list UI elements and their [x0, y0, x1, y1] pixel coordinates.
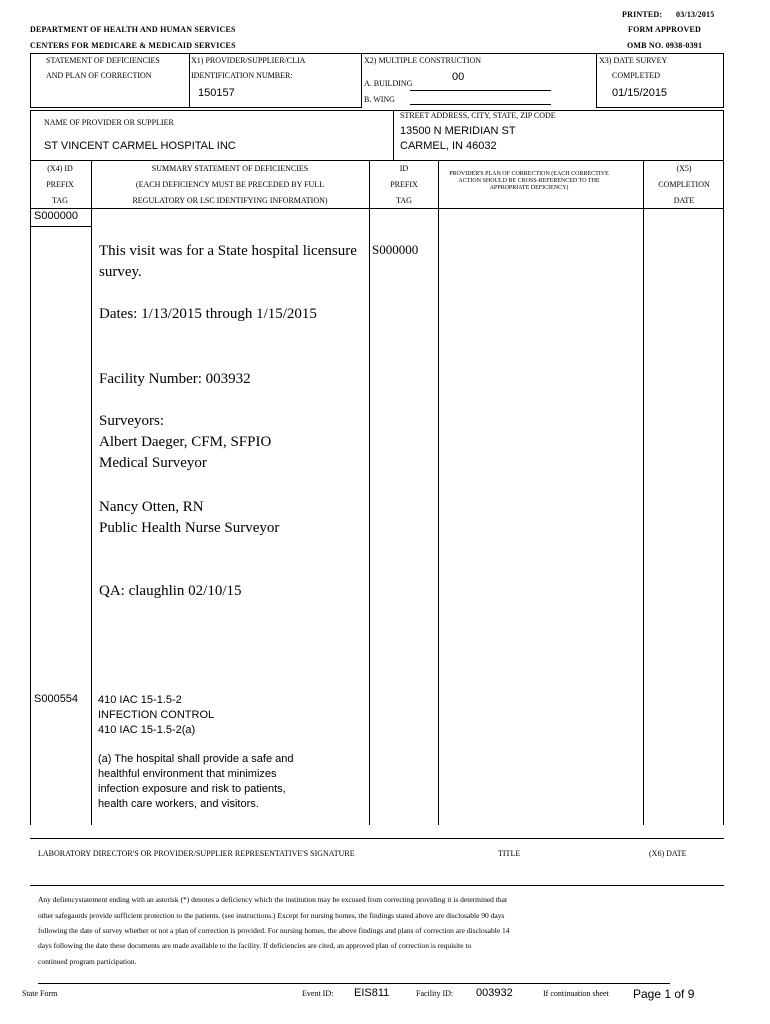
x4-label-3: TAG [52, 196, 68, 205]
rule-provider-right [723, 110, 724, 160]
wing-label: B. WING [364, 95, 395, 104]
rule-tag-underline [30, 226, 91, 227]
rule-columns-top [30, 160, 724, 161]
rule-v3 [596, 53, 597, 108]
provider-name-value: ST VINCENT CARMEL HOSPITAL INC [44, 140, 236, 152]
x2-label: X2) MULTIPLE CONSTRUCTION [364, 56, 482, 65]
director-signature-label: LABORATORY DIRECTOR'S OR PROVIDER/SUPPLIER REPRESENTATIVE'S SIGNATURE [38, 849, 355, 858]
event-id-value: EIS811 [354, 987, 390, 999]
rule-v1 [189, 53, 190, 108]
centers-title: CENTERS FOR MEDICARE & MEDICAID SERVICES [30, 41, 236, 50]
rule-col-1 [91, 160, 92, 825]
rule-left-top [30, 53, 31, 108]
provider-name-label: NAME OF PROVIDER OR SUPPLIER [44, 118, 174, 127]
rule-columns-bottom [30, 208, 724, 209]
signature-title-label: TITLE [498, 849, 521, 858]
regulation-line-2: INFECTION CONTROL [98, 709, 215, 721]
id-label-1: ID [399, 164, 409, 173]
footnote-line-5: continued program participation. [38, 957, 137, 966]
department-title: DEPARTMENT OF HEALTH AND HUMAN SERVICES [30, 25, 236, 34]
rule-right-top [723, 53, 724, 108]
footnote-line-3: following the date of survey whether or not a plan of correction is provided. For nursing homes, the above findings and plans of correction are disclosable 14 [38, 926, 510, 935]
id-label-2: PREFIX [390, 180, 418, 189]
x4-label-2: PREFIX [46, 180, 74, 189]
continuation-label: If continuation sheet [543, 989, 609, 998]
street-label: STREET ADDRESS, CITY, STATE, ZIP CODE [400, 111, 556, 120]
provider-id-value: 150157 [198, 87, 235, 99]
surveyors-label: Surveyors: [99, 413, 164, 429]
building-label: A. BUILDING [364, 79, 413, 88]
rule-provider-mid [393, 110, 394, 160]
facility-id-value: 003932 [476, 987, 513, 999]
rule-col-right [723, 160, 724, 825]
rule-col-3 [438, 160, 439, 825]
paragraph-dates: Dates: 1/13/2015 through 1/15/2015 [99, 306, 317, 322]
paragraph-qa: QA: claughlin 02/10/15 [99, 583, 242, 599]
summary-label-3: REGULATORY OR LSC IDENTIFYING INFORMATION) [132, 196, 328, 205]
signature-date-label: (X6) DATE [649, 849, 687, 858]
footnote-line-2: other safegaurds provide sufficient protection to the patients. (see instructions.) Except for nursing homes, the findings stated above are disclosable 90 days [38, 911, 505, 920]
rule-provider-left [30, 110, 31, 160]
surveyor-1-title: Medical Surveyor [99, 455, 207, 471]
rule-box-bottom-left [30, 107, 362, 108]
x3-label-2: COMPLETED [612, 71, 660, 80]
rule-col-4 [643, 160, 644, 825]
paragraph-visit: This visit was for a State hospital licensure survey. [99, 243, 357, 280]
street-line-2: CARMEL, IN 46032 [400, 140, 497, 152]
statement-label-1: STATEMENT OF DEFICIENCIES [46, 56, 160, 65]
surveyor-2-title: Public Health Nurse Surveyor [99, 520, 280, 536]
x4-label-1: (X4) ID [47, 164, 73, 173]
building-value: 00 [452, 71, 465, 83]
summary-label-1: SUMMARY STATEMENT OF DEFICIENCIES [151, 164, 309, 173]
rule-top [30, 53, 724, 54]
tag-prefix-1-right: S000000 [372, 242, 419, 257]
footnote-line-1: Any defiencystatement ending with an asterisk (*) denotes a deficiency which the institution may be excused from correcting providing it is determined that [38, 895, 508, 904]
x5-label-2: COMPLETION [658, 180, 710, 189]
plan-of-correction-label: PROVIDER'S PLAN OF CORRECTION (EACH CORRECTIVE ACTION SHOULD BE CROSS-REFERENCED TO THE APPROPRIATE DEFICIENCY) [449, 171, 609, 191]
regulation-line-1: 410 IAC 15-1.5-2 [98, 694, 182, 706]
wing-underline [410, 104, 551, 105]
summary-label-2: (EACH DEFICIENCY MUST BE PRECEDED BY FULL [135, 180, 325, 189]
event-id-label: Event ID: [302, 989, 334, 998]
x3-label-1: X3) DATE SURVEY [599, 56, 668, 65]
omb-number: OMB NO. 0938-0391 [627, 41, 703, 50]
footnote-line-4: days following the date these documents are made available to the facility. If deficiencies are cited, an approved plan of correction is requisite to [38, 941, 472, 950]
state-form-label: State Form [22, 989, 58, 998]
rule-col-left [30, 160, 31, 825]
page-number: Page 1 of 9 [633, 987, 695, 1001]
rule-footnote-bottom [38, 983, 670, 984]
statement-label-2: AND PLAN OF CORRECTION [46, 71, 152, 80]
x5-label-3: DATE [673, 196, 695, 205]
printed-date: 03/13/2015 [676, 10, 715, 19]
rule-box-bottom-right [596, 107, 724, 108]
surveyor-2-name: Nancy Otten, RN [99, 499, 204, 515]
rule-v2 [361, 53, 362, 108]
printed-label: PRINTED: [622, 10, 663, 19]
surveyor-1-name: Albert Daeger, CFM, SFPIO [99, 434, 272, 450]
x5-label-1: (X5) [676, 164, 692, 173]
regulation-paragraph: (a) The hospital shall provide a safe and healthful environment that minimizes infection exposure and risk to patients, health care workers, and visitors. [98, 753, 294, 810]
rule-signature-top [30, 838, 724, 839]
facility-id-label: Facility ID: [416, 989, 454, 998]
paragraph-facility: Facility Number: 003932 [99, 371, 251, 387]
rule-signature-bottom [30, 885, 724, 886]
building-underline [410, 90, 551, 91]
survey-date-value: 01/15/2015 [612, 87, 668, 99]
rule-provider-top [30, 110, 724, 111]
x1-label-2: IDENTIFICATION NUMBER: [191, 71, 293, 80]
tag-prefix-2: S000554 [34, 693, 79, 705]
tag-prefix-1: S000000 [34, 210, 79, 222]
regulation-line-3: 410 IAC 15-1.5-2(a) [98, 724, 196, 736]
rule-col-2 [369, 160, 370, 825]
x1-label-1: X1) PROVIDER/SUPPLIER/CLIA [191, 56, 306, 65]
id-label-3: TAG [396, 196, 412, 205]
form-approved: FORM APPROVED [628, 25, 702, 34]
street-line-1: 13500 N MERIDIAN ST [400, 125, 516, 137]
